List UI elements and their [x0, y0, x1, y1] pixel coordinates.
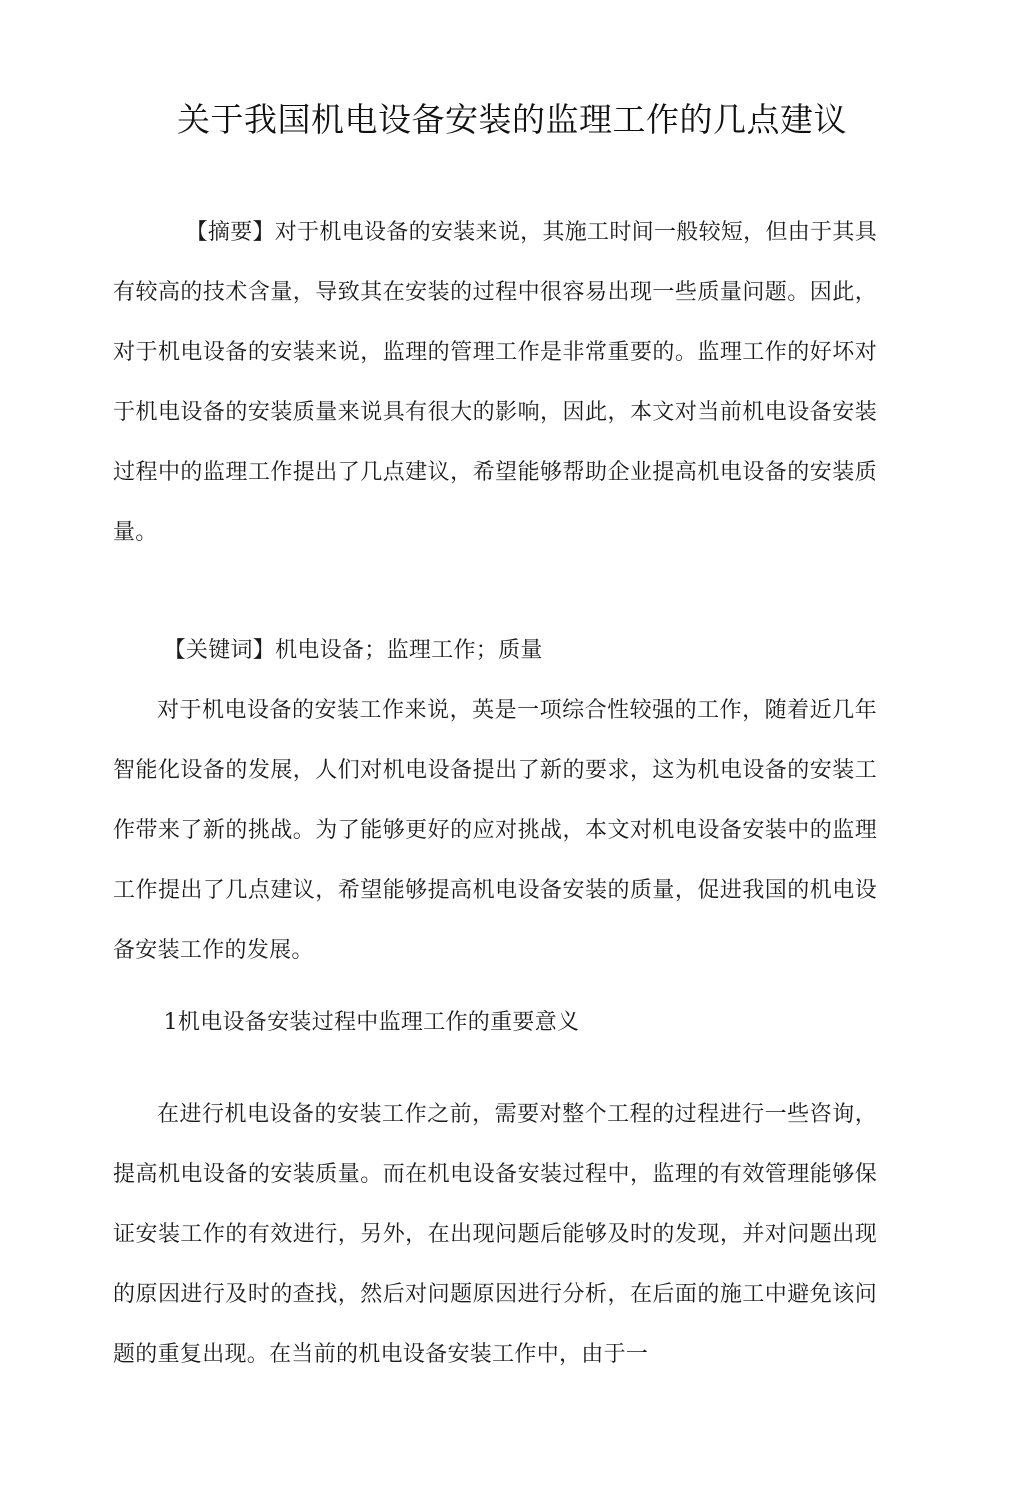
abstract-paragraph: 【摘要】对于机电设备的安装来说，其施工时间一般较短，但由于其具有较高的技术含量，导致其在安装的过程中很容易出现一些质量问题。因此，对于机电设备的安装来说，监理的管理工作是非常重要的。监理工作的好坏对于机电设备的安装质量来说具有很大的影响，因此，本文对当前机电设备安装过程中的监理工作提出了几点建议，希望能够帮助企业提高机电设备的安装质量。: [113, 220, 877, 545]
section-heading: 1机电设备安装过程中监理工作的重要意义: [163, 1010, 580, 1035]
document-title: 关于我国机电设备安装的监理工作的几点建议: [177, 100, 847, 139]
keywords-paragraph: 【关键词】机电设备；监理工作；质量: [163, 638, 543, 663]
intro-paragraph: 对于机电设备的安装工作来说，英是一项综合性较强的工作，随着近几年智能化设备的发展，人们对机电设备提出了新的要求，这为机电设备的安装工作带来了新的挑战。为了能够更好的应对挑战，本文对机电设备安装中的监理工作提出了几点建议，希望能够提高机电设备安装的质量，促进我国的机电设备安装工作的发展。: [113, 698, 877, 963]
section-body-paragraph: 在进行机电设备的安装工作之前，需要对整个工程的过程进行一些咨询，提高机电设备的安装质量。而在机电设备安装过程中，监理的有效管理能够保证安装工作的有效进行，另外，在出现问题后能够及时的发现，并对问题出现的原因进行及时的查找，然后对问题原因进行分析，在后面的施工中避免该问题的重复出现。在当前的机电设备安装工作中，由于一: [113, 1102, 877, 1367]
